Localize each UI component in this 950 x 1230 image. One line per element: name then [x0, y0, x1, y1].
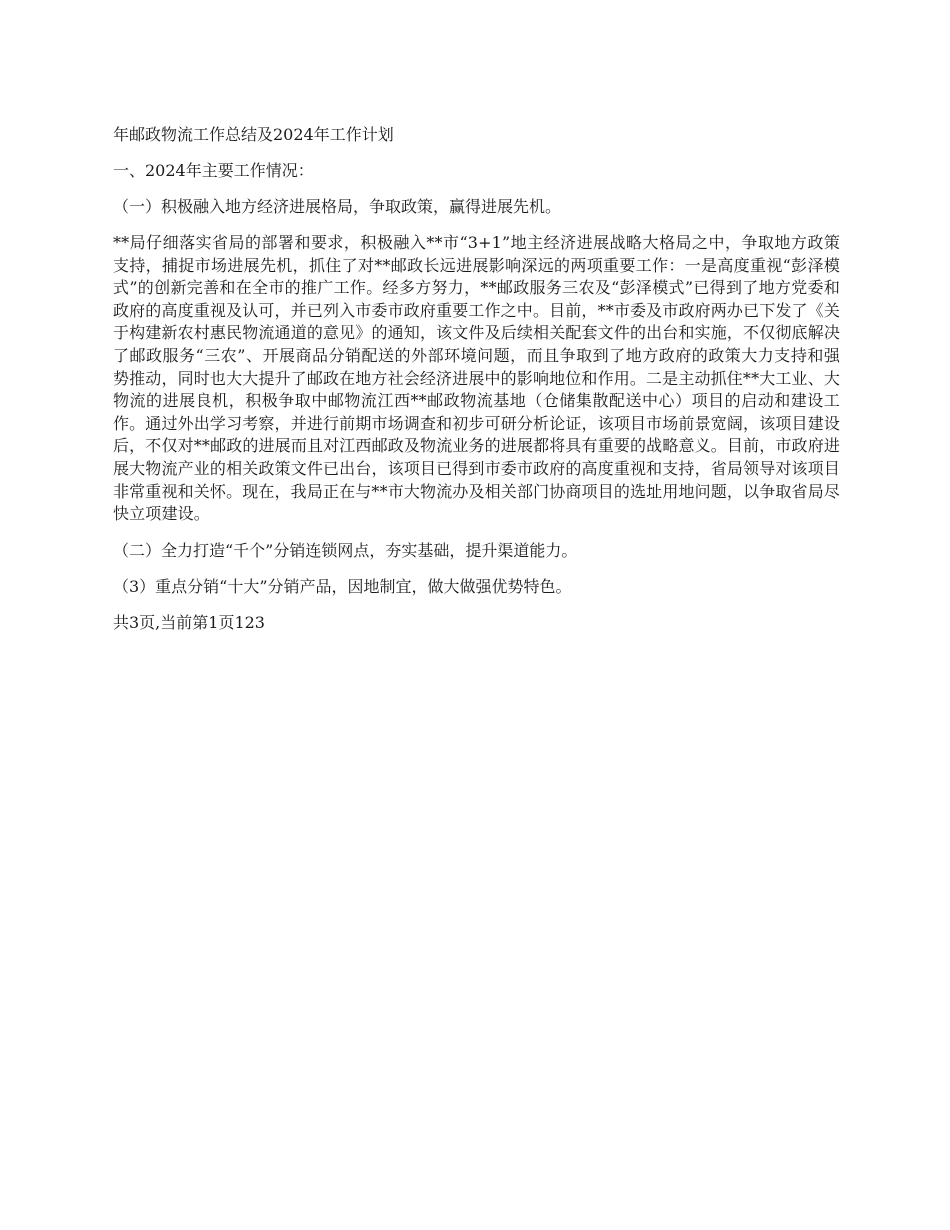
subsection-heading-1: （一）积极融入地方经济进展格局，争取政策，赢得进展先机。	[113, 197, 562, 216]
pagination-text: 共3页,当前第1页123	[113, 612, 265, 632]
section-heading: 一、2024年主要工作情况：	[113, 161, 314, 180]
subsection-heading-2: （二）全力打造“千个”分销连锁网点，夯实基础，提升渠道能力。	[113, 540, 578, 560]
subsection-heading-3: （3）重点分销“十大”分销产品，因地制宜，做大做强优势特色。	[113, 576, 572, 596]
document-page	[113, 124, 840, 634]
document-title: 年邮政物流工作总结及2024年工作计划	[113, 125, 394, 144]
body-paragraph: **局仔细落实省局的部署和要求，积极融入**市“3+1”地主经济进展战略大格局之中，争取地方政策支持，捕捉市场进展先机，抓住了对**邮政长远进展影响深远的两项重要工作：一是高度重视“彭泽模式”的创新完善和在全市的推广工作。经多方努力，**邮政服务三农及“彭泽模式”已得到了地方党委和政府的高度重视及认可，并已列入市委市政府重要工作之中。目前，**市委及市政府两办已下发了《关于构建新农村惠民物流通道的意见》的通知，该文件及后续相关配套文件的出台和实施，不仅彻底解决了邮政服务“三农”、开展商品分销配送的外部环境问题，而且争取到了地方政府的政策大力支持和强势推动，同时也大大提升了邮政在地方社会经济进展中的影响地位和作用。二是主动抓住**大工业、大物流的进展良机，积极争取中邮物流江西**邮政物流基地（仓储集散配送中心）项目的启动和建设工作。通过外出学习考察，并进行前期市场调查和初步可研分析论证，该项目市场前景宽阔，该项目建设后，不仅对**邮政的进展而且对江西邮政及物流业务的进展都将具有重要的战略意义。目前，市政府进展大物流产业的相关政策文件已出台，该项目已得到市委市政府的高度重视和支持，省局领导对该项目非常重视和关怀。现在，我局正在与**市大物流办及相关部门协商项目的选址用地问题，以争取省局尽快立项建设。	[113, 233, 840, 524]
